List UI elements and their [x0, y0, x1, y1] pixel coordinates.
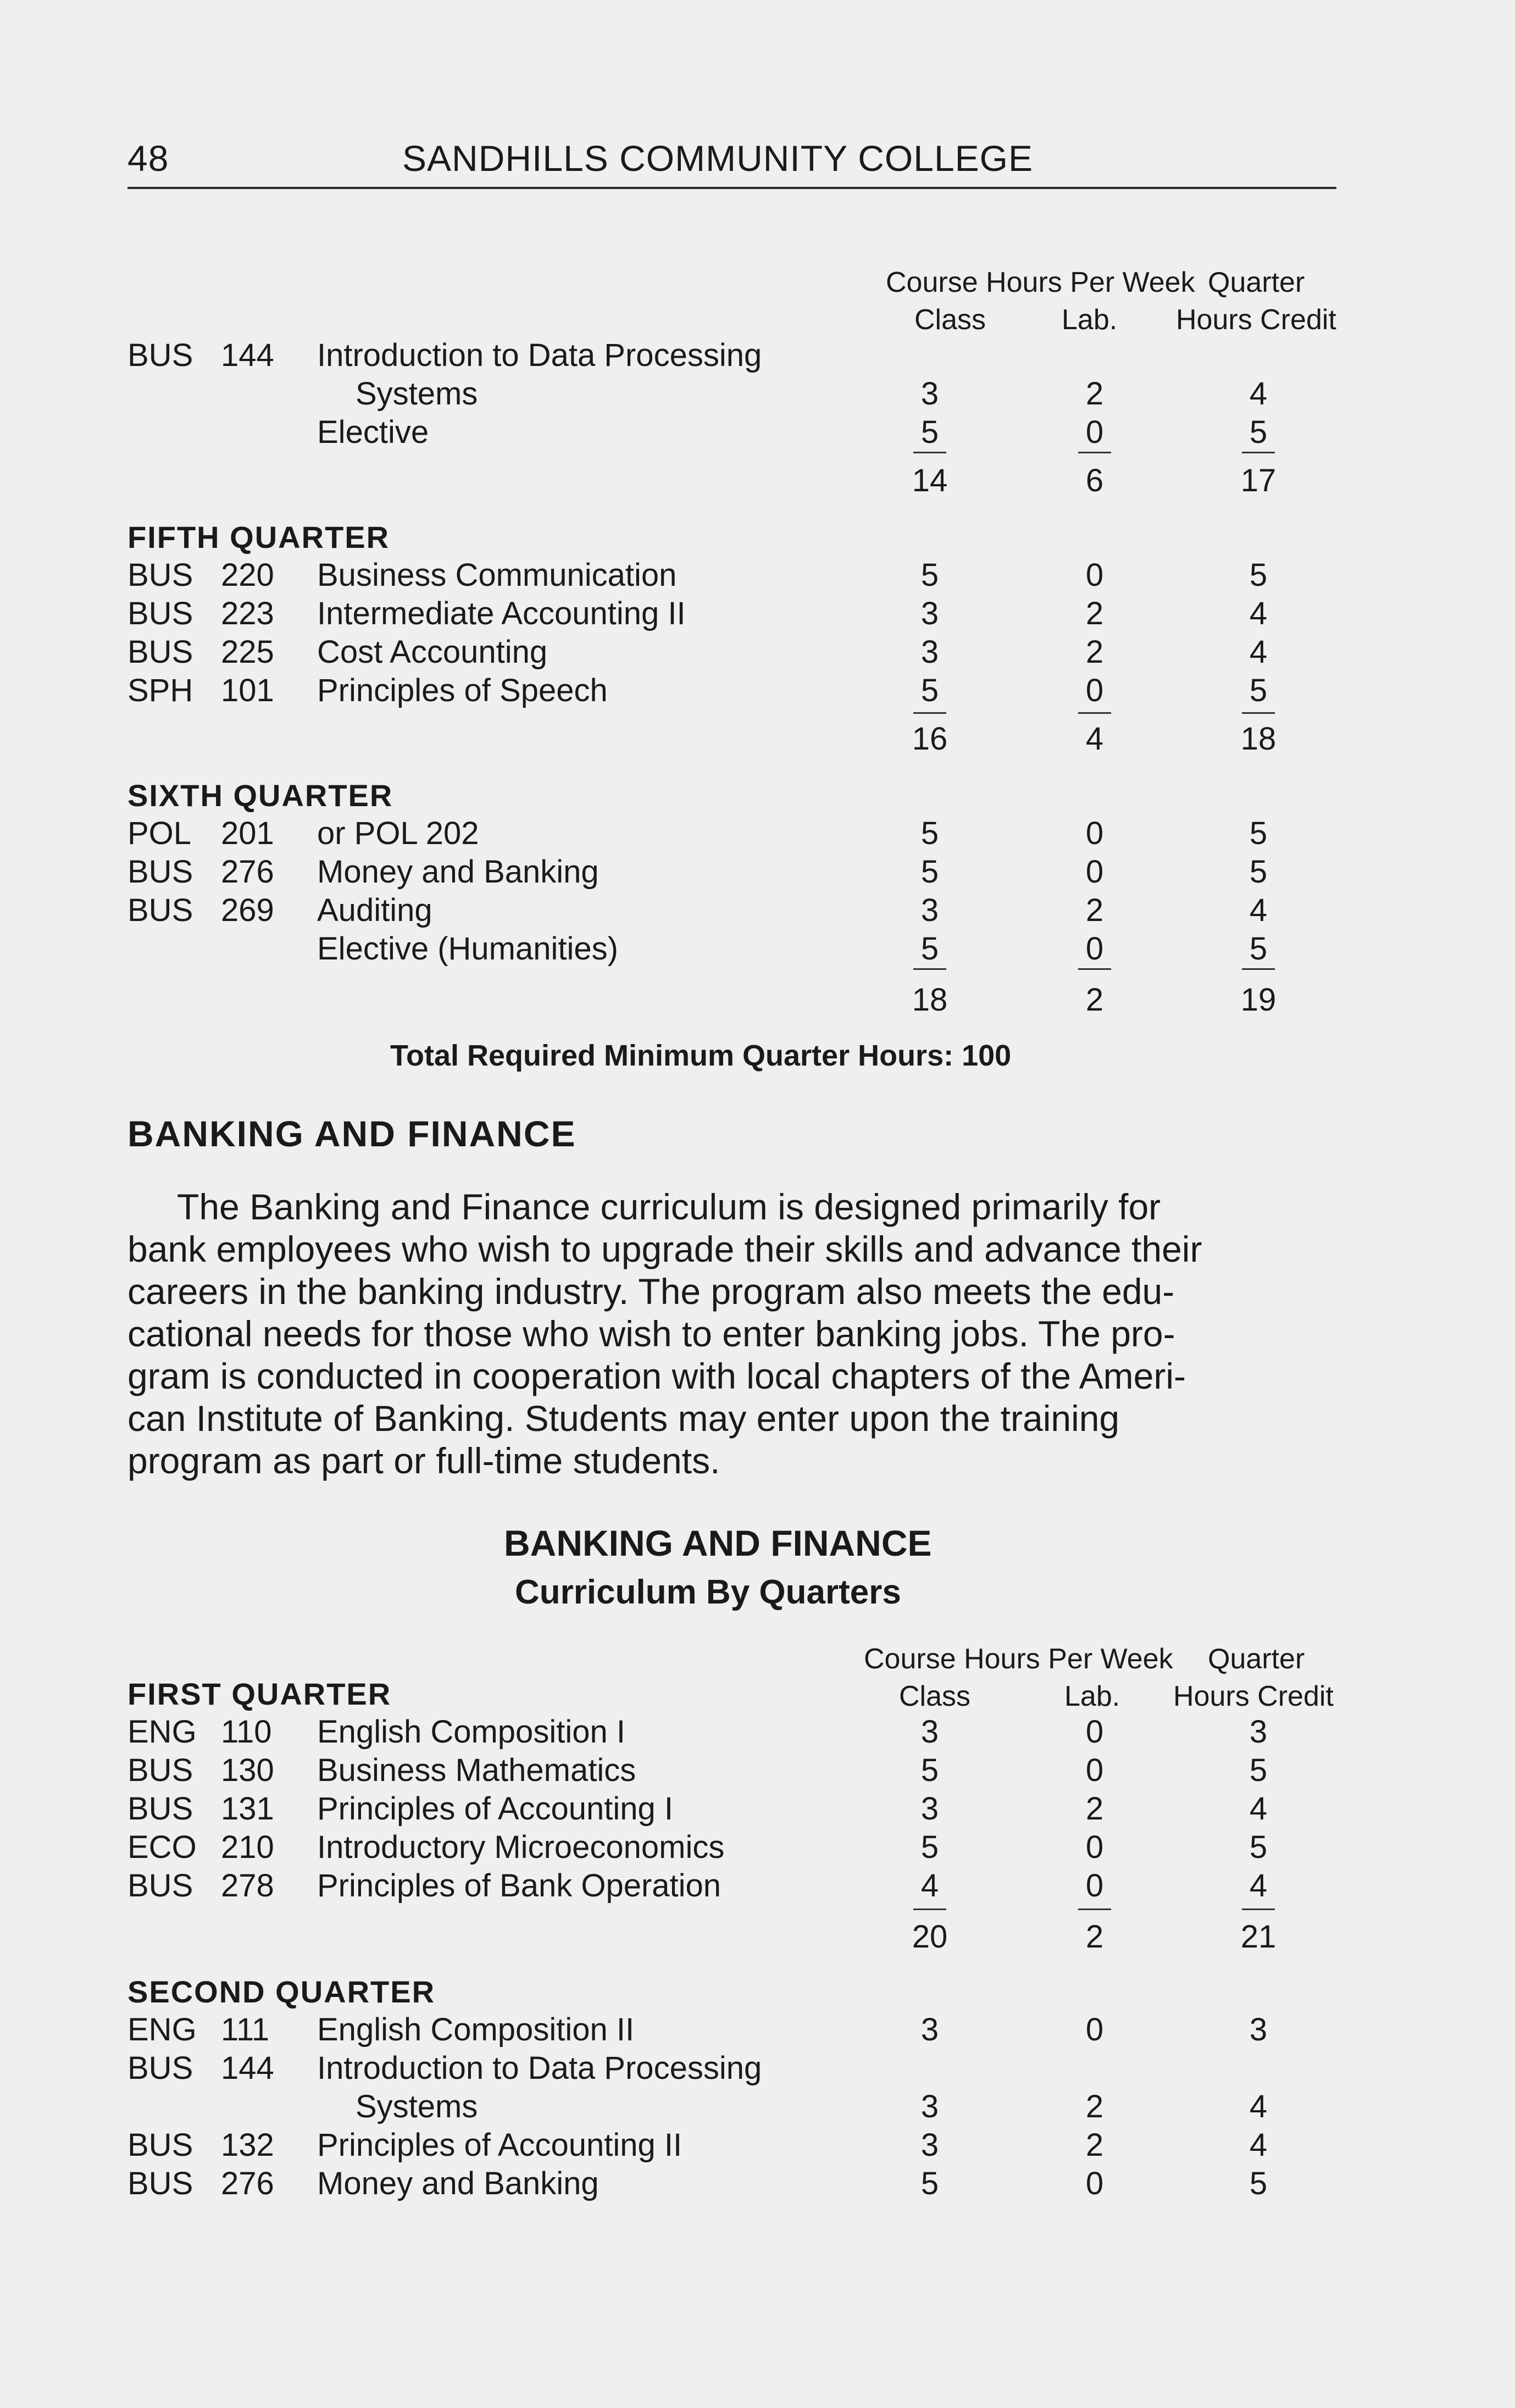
- course-row: BUS 144 Introduction to Data Processing: [127, 337, 762, 373]
- sum-rule: [1078, 968, 1111, 970]
- quarter-heading: SIXTH QUARTER: [127, 778, 393, 813]
- sum-rule: [1242, 1908, 1275, 1910]
- running-head: [127, 137, 1336, 189]
- sum-rule: [1242, 712, 1275, 714]
- column-header: Course Hours Per Week Quarter Class Lab. Hours Credit: [886, 267, 1336, 336]
- course-row: ENG 110 English Composition I 3 0 3: [127, 1714, 1268, 1750]
- sum-rule: [1078, 452, 1111, 453]
- page-number: 48: [127, 138, 169, 179]
- quarter-heading: FIFTH QUARTER: [127, 520, 390, 554]
- course-row: BUS 276 Money and Banking 5 0 5: [127, 854, 1268, 890]
- totals-row: 20 2 21: [912, 1919, 1277, 1955]
- course-row: BUS 131 Principles of Accounting I 3 2 4: [127, 1791, 1268, 1827]
- course-row: SPH 101 Principles of Speech 5 0 5: [127, 673, 1268, 708]
- totals-row: 16 4 18: [912, 721, 1277, 757]
- curriculum-title: BANKING AND FINANCE: [504, 1523, 932, 1563]
- course-row: BUS 132 Principles of Accounting II 3 2 4: [127, 2127, 1268, 2163]
- sum-rule: [913, 968, 946, 970]
- course-row: BUS 278 Principles of Bank Operation 4 0 4: [127, 1868, 1268, 1904]
- course-row: ECO 210 Introductory Microeconomics 5 0 5: [127, 1829, 1268, 1865]
- quarter-heading: FIRST QUARTER: [127, 1677, 392, 1711]
- sum-rule: [1242, 452, 1275, 453]
- sum-rule: [913, 712, 946, 714]
- course-row: Elective (Humanities) 5 0 5: [317, 931, 1268, 967]
- course-row: BUS 225 Cost Accounting 3 2 4: [127, 634, 1268, 670]
- totals-row: 18 2 19: [912, 982, 1277, 1018]
- course-row: BUS 144 Introduction to Data Processing: [127, 2050, 762, 2086]
- quarter-heading: SECOND QUARTER: [127, 1974, 436, 2009]
- course-row: BUS 220 Business Communication 5 0 5: [127, 557, 1268, 593]
- course-row: BUS 130 Business Mathematics 5 0 5: [127, 1752, 1268, 1788]
- course-row: Elective 5 0 5: [317, 414, 1268, 450]
- column-header: Course Hours Per Week Quarter Class Lab. Hours Credit: [864, 1643, 1334, 1712]
- section-heading: BANKING AND FINANCE: [127, 1113, 576, 1154]
- sum-rule: [1078, 1908, 1111, 1910]
- totals-row: 14 6 17: [912, 463, 1277, 498]
- course-row: BUS 269 Auditing 3 2 4: [127, 892, 1268, 928]
- course-row: ENG 111 English Composition II 3 0 3: [127, 2012, 1268, 2048]
- sum-rule: [1242, 968, 1275, 970]
- course-row: BUS 276 Money and Banking 5 0 5: [127, 2166, 1268, 2201]
- sum-rule: [913, 452, 946, 453]
- total-required-hours: Total Required Minimum Quarter Hours: 100: [390, 1039, 1012, 1072]
- section-description: The Banking and Finance curriculum is designed primarily for bank employees who wish to upgrade their skills and advance their careers in the banking industry. The program also meets the edu- cational needs for those who wish to enter banking jobs. The pro- gram is conducted in cooperation with local chapters of the Ameri- can Institute of Banking. Students may enter upon the training program as part or full-time students.: [127, 1186, 1202, 1481]
- sum-rule: [913, 1908, 946, 1910]
- course-row: BUS 223 Intermediate Accounting II 3 2 4: [127, 596, 1268, 631]
- course-row-continued: Systems 3 2 4: [356, 2089, 1268, 2124]
- page-title: SANDHILLS COMMUNITY COLLEGE: [402, 138, 1034, 179]
- course-row: POL 201 or POL 202 5 0 5: [127, 815, 1268, 851]
- sum-rule: [1078, 712, 1111, 714]
- curriculum-subtitle: Curriculum By Quarters: [515, 1573, 901, 1611]
- course-row-continued: Systems 3 2 4: [356, 376, 1268, 412]
